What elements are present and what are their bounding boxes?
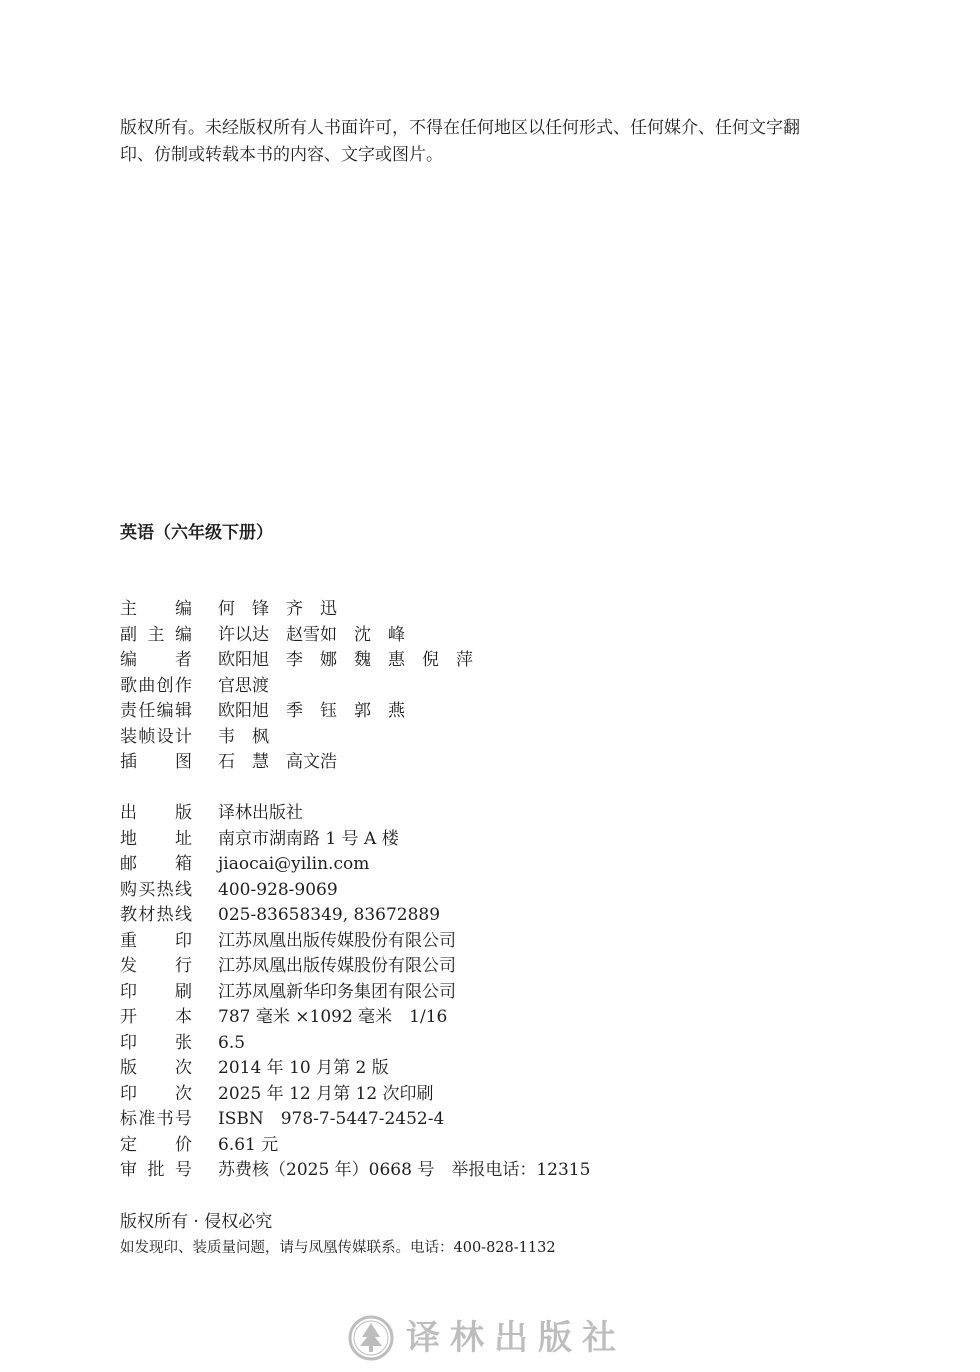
publication-value: 译林出版社 [218,803,303,823]
publication-value: ISBN 978-7-5447-2452-4 [218,1109,445,1129]
publication-value: 江苏凤凰新华印务集团有限公司 [218,981,456,1002]
publication-label: 开本 [120,1007,192,1027]
rights-title: 版权所有 · 侵权必究 [120,1212,273,1232]
credit-label: 编者 [120,650,192,670]
publication-row [120,827,590,853]
publication-row [120,1056,590,1082]
publication-row [120,954,590,980]
publication-label: 地址 [120,828,192,849]
publication-info [120,801,590,1184]
publication-label: 印刷 [120,981,192,1002]
credit-value: 许以达 赵雪如 沈 峰 [218,624,405,645]
credit-value: 韦 枫 [218,726,269,747]
credit-label: 责任编辑 [120,701,192,721]
publication-row [120,980,590,1006]
publication-row [120,1107,590,1133]
credit-value: 欧阳旭 李 娜 魏 惠 倪 萍 [218,650,473,670]
credit-row [120,750,473,776]
copyright-notice: 版权所有。未经版权所有人书面许可，不得在任何地区以任何形式、任何媒介、任何文字翻印、仿制或转载本书的内容、文字或图片。 [120,118,800,165]
publication-value: 6.5 [218,1032,246,1053]
credit-row [120,648,473,674]
rights-section [120,1208,556,1260]
publisher-logo [348,1315,626,1361]
publication-value: jiaocai@yilin.com [218,854,370,874]
credit-row [120,597,473,623]
credit-value: 石 慧 高文浩 [218,752,337,772]
publication-value: 南京市湖南路 1 号 A 楼 [218,828,399,849]
credit-row [120,725,473,751]
quality-contact-note: 如发现印、装质量问题，请与凤凰传媒联系。电话：400-828-1132 [120,1240,556,1256]
publication-label: 购买热线 [120,879,192,900]
credit-row [120,623,473,649]
publication-value: 6.61 元 [218,1134,279,1155]
publication-label: 发行 [120,956,192,976]
publication-value: 江苏凤凰出版传媒股份有限公司 [218,930,456,951]
publication-value: 787 毫米 ×1092 毫米 1/16 [218,1007,448,1027]
publication-label: 审批号 [120,1160,192,1180]
publication-row [120,801,590,827]
publication-value: 400-928-9069 [218,879,338,900]
credit-label: 插图 [120,752,192,772]
publication-label: 出版 [120,803,192,823]
publication-label: 教材热线 [120,905,192,925]
publication-row [120,903,590,929]
publication-row [120,1082,590,1108]
publication-value: 江苏凤凰出版传媒股份有限公司 [218,956,456,976]
publication-value: 2014 年 10 月第 2 版 [218,1058,389,1078]
credit-label: 主编 [120,599,192,619]
publication-row [120,929,590,955]
publication-row [120,1158,590,1184]
publisher-logo-text: 译林出版社 [406,1318,626,1358]
publication-value: 025-83658349, 83672889 [218,905,441,925]
publication-label: 印次 [120,1083,192,1104]
staff-credits [120,597,473,776]
credit-label: 装帧设计 [120,726,192,747]
publication-label: 标准书号 [120,1109,192,1129]
book-title: 英语（六年级下册） [120,523,273,543]
publication-row [120,852,590,878]
credit-label: 歌曲创作 [120,675,192,696]
publication-label: 邮箱 [120,854,192,874]
credit-row [120,674,473,700]
credit-value: 何 锋 齐 迅 [218,599,337,619]
publication-row [120,1005,590,1031]
publication-label: 版次 [120,1058,192,1078]
credit-label: 副主编 [120,624,192,645]
publication-label: 重印 [120,930,192,951]
credit-value: 官思渡 [218,675,269,696]
publication-label: 印张 [120,1032,192,1053]
publication-value: 苏费核（2025 年）0668 号 举报电话：12315 [218,1160,591,1180]
publication-row [120,1031,590,1057]
credit-row [120,699,473,725]
publication-row [120,878,590,904]
publication-label: 定价 [120,1134,192,1155]
tree-seal-icon [348,1315,394,1361]
publication-value: 2025 年 12 月第 12 次印刷 [218,1083,434,1104]
credit-value: 欧阳旭 季 钰 郭 燕 [218,701,405,721]
publication-row [120,1133,590,1159]
